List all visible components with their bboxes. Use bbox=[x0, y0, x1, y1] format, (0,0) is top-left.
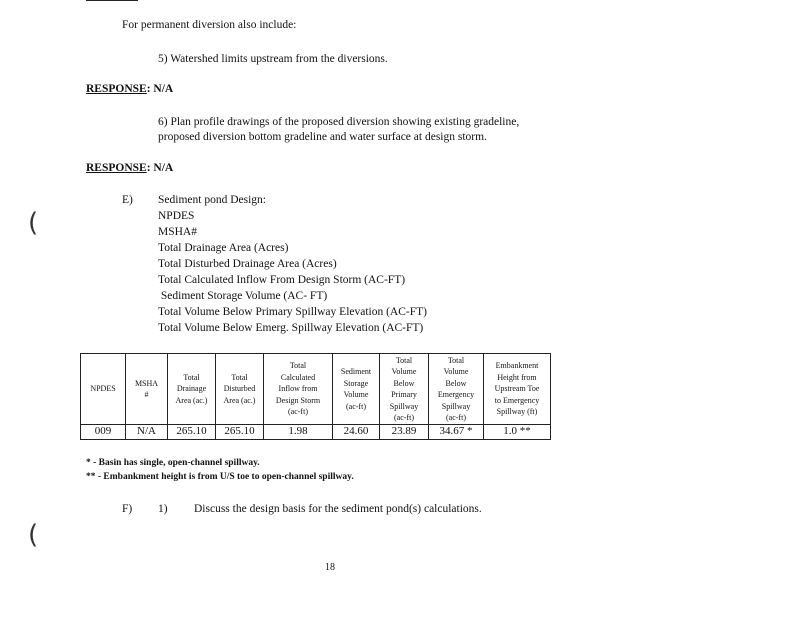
table-header-row bbox=[81, 354, 551, 425]
section-e-item: MSHA# bbox=[158, 226, 197, 238]
col-header-sediment-storage: Sediment Storage Volume (ac-ft) bbox=[333, 354, 380, 425]
margin-mark: ( bbox=[28, 520, 39, 550]
cell-total-disturbed: 265.10 bbox=[216, 425, 264, 440]
col-header-total-drainage: Total Drainage Area (ac.) bbox=[168, 354, 216, 425]
col-header-total-disturbed: Total Disturbed Area (ac.) bbox=[216, 354, 264, 425]
top-rule bbox=[86, 0, 138, 1]
margin-mark: ( bbox=[28, 208, 39, 238]
footnote-1: * - Basin has single, open-channel spillway. bbox=[86, 458, 260, 468]
col-header-msha: MSHA # bbox=[126, 354, 168, 425]
col-header-calculated-inflow: Total Calculated Inflow from Design Storm (ac-ft) bbox=[264, 354, 333, 425]
item-6-line-1: 6) Plan profile drawings of the proposed diversion showing existing gradeline, bbox=[158, 116, 520, 128]
cell-calculated-inflow: 1.98 bbox=[264, 425, 333, 440]
item-5: 5) Watershed limits upstream from the diversions. bbox=[158, 53, 388, 65]
cell-npdes: 009 bbox=[81, 425, 126, 440]
response-value: : N/A bbox=[146, 83, 174, 95]
col-header-emergency-spillway: Total Volume Below Emergency Spillway (ac-ft) bbox=[429, 354, 484, 425]
col-header-primary-spillway: Total Volume Below Primary Spillway (ac-ft) bbox=[380, 354, 429, 425]
section-e-item: Total Calculated Inflow From Design Storm (AC-FT) bbox=[158, 274, 406, 286]
section-e-item: Total Drainage Area (Acres) bbox=[158, 242, 289, 254]
cell-msha: N/A bbox=[126, 425, 168, 440]
section-f-number: 1) bbox=[158, 503, 168, 515]
section-e-item: Total Volume Below Emerg. Spillway Elevation (AC-FT) bbox=[158, 322, 424, 334]
response-label: RESPONSE bbox=[86, 162, 147, 174]
section-e-letter: E) bbox=[122, 194, 133, 206]
response-2 bbox=[86, 162, 173, 174]
cell-total-drainage: 265.10 bbox=[168, 425, 216, 440]
cell-emergency-spillway: 34.67 * bbox=[429, 425, 484, 440]
section-e-item: Sediment Storage Volume (AC- FT) bbox=[158, 290, 328, 302]
sediment-pond-table bbox=[80, 353, 551, 440]
section-e-item: NPDES bbox=[158, 210, 195, 222]
intro-text: For permanent diversion also include: bbox=[122, 19, 297, 31]
cell-embankment-height: 1.0 ** bbox=[484, 425, 551, 440]
response-value: : N/A bbox=[146, 162, 174, 174]
section-f-letter: F) bbox=[122, 503, 133, 515]
response-1 bbox=[86, 83, 173, 95]
cell-sediment-storage: 24.60 bbox=[333, 425, 380, 440]
response-label: RESPONSE bbox=[86, 83, 147, 95]
table-row bbox=[81, 425, 551, 440]
item-6-line-2: proposed diversion bottom gradeline and water surface at design storm. bbox=[158, 131, 487, 143]
footnote-2: ** - Embankment height is from U/S toe to open-channel spillway. bbox=[86, 472, 354, 482]
section-e-item: Total Disturbed Drainage Area (Acres) bbox=[158, 258, 337, 270]
section-f-text: Discuss the design basis for the sediment pond(s) calculations. bbox=[194, 503, 482, 515]
col-header-npdes: NPDES bbox=[81, 354, 126, 425]
section-e-item: Sediment pond Design: bbox=[158, 194, 266, 206]
section-e-item: Total Volume Below Primary Spillway Elevation (AC-FT) bbox=[158, 306, 427, 318]
page-number: 18 bbox=[325, 562, 335, 573]
cell-primary-spillway: 23.89 bbox=[380, 425, 429, 440]
col-header-embankment-height: Embankment Height from Upstream Toe to Emergency Spillway (ft) bbox=[484, 354, 551, 425]
